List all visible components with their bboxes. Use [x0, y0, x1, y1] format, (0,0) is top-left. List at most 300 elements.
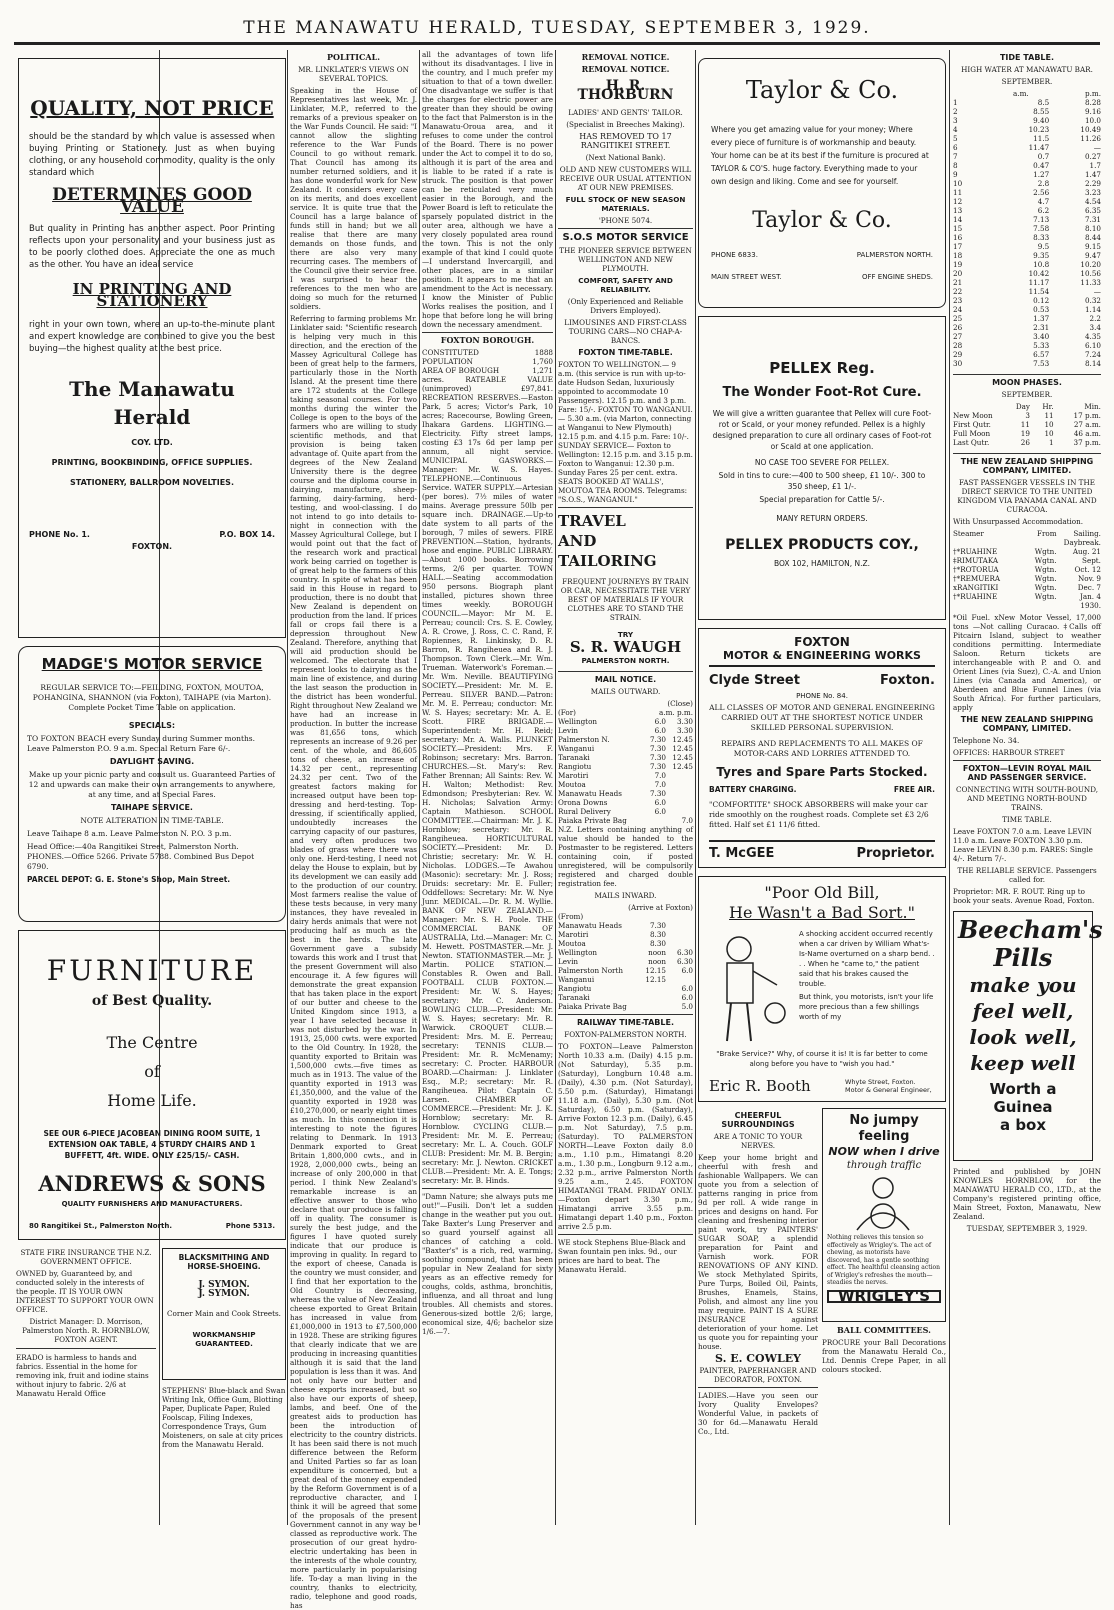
tide-row-cell: 17 [953, 242, 963, 251]
daylight-text: Make up your picnic party and consult us. Guaranteed Parties of 12 and upwards can make their own arrangements to anywhere, at any time, and at Special Fares. [28, 770, 276, 799]
thorburn-customers: OLD AND NEW CUSTOMERS WILL RECEIVE OUR USUAL ATTENTION AT OUR NEW PREMISES. [559, 165, 692, 192]
mail-out-row-cell: 7.30 [649, 789, 666, 798]
andrews-address: 80 Rangitikei St., Palmerston North. [29, 1222, 173, 1230]
madge-text: REGULAR SERVICE TO:—FEILDING, FOXTON, MOUTOA, POHANGINA, SHANNON (via Foxton), TAIHAPE (via Marton). Complete Pocket Time Table on application. [32, 683, 272, 712]
tide-row [953, 107, 1101, 116]
mail-in-row-cell [639, 1002, 666, 1011]
mail-in-row-cell: Marotiri [558, 930, 589, 939]
tide-row-cell: 4.54 [1084, 197, 1101, 206]
moon-row-cell: 10 [1044, 420, 1054, 429]
tyres-line: Tyres and Spare Parts Stocked. [716, 765, 928, 779]
blacksmith-title: BLACKSMITHING AND HORSE-SHOEING. [178, 1253, 270, 1271]
mail-out-row-cell [666, 789, 693, 798]
tide-row [953, 206, 1101, 215]
mail-out-row-cell: Manawatu Heads [558, 789, 622, 798]
mail-in-row-cell: Wanganui [558, 975, 595, 984]
tide-row-cell: 10.23 [1028, 125, 1050, 134]
beechams-2: Pills [993, 943, 1053, 972]
worth-1: Worth a [989, 1080, 1057, 1098]
jumpy-text: Nothing relieves this tension so effectively as Wrigley's. The act of chewing, as motorists have discovered, has a gentle soothing effect. The healthful cleansing action of Wrigley's refreshes the mouth—steadies the nerves. [827, 1234, 940, 1286]
tide-row-cell: 28 [953, 341, 963, 350]
mail-in-row [558, 939, 693, 948]
column-divider [419, 50, 420, 1525]
travel-line: TRAVEL [558, 512, 626, 530]
ship-row [953, 547, 1101, 556]
tide-row-cell: 8.44 [1084, 233, 1101, 242]
procure-text: PROCURE your Ball Decorations from the Manawatu Herald Co., Ltd. Dennis Crepe Paper, in all colours stocked. [822, 1338, 946, 1374]
masthead-rule [14, 42, 1100, 45]
levin-timetable: TIME TABLE. [1002, 815, 1052, 824]
taylor-ad [698, 58, 946, 308]
ship-row-cell: †*ROTORUA [953, 565, 999, 574]
tide-row [953, 332, 1101, 341]
symon-2: J. SYMON. [198, 1289, 250, 1299]
tide-row-cell: 6.35 [1084, 206, 1101, 215]
ship-row-cell: Wgtn. [1034, 556, 1057, 565]
ship-table [953, 529, 1101, 601]
mail-in-row [558, 930, 693, 939]
levin-reliable: THE RELIABLE SERVICE. Passengers called for. [957, 866, 1097, 884]
mail-in-row-cell: Paiaka Private Bag [558, 1002, 627, 1011]
ship-row-cell: Steamer [953, 529, 984, 538]
tide-row-cell: 5.33 [1033, 341, 1050, 350]
furniture-title: FURNITURE [46, 954, 258, 987]
thorburn-next: (Next National Bank). [585, 153, 666, 162]
corner-streets: Corner Main and Cook Streets. [167, 1309, 281, 1318]
comfortite-text: "COMFORTITE" SHOCK ABSORBERS will make your car ride smoothly on the roughest roads. Complete set £3 2/6 fitted. Half set £1 11/6 fitted. [709, 800, 929, 829]
mail-out-row-cell: 3.30 [676, 726, 693, 735]
centre-line: The Centre [106, 1033, 198, 1052]
tide-row-cell: 8.14 [1084, 359, 1101, 368]
mail-in-row-cell: Wellington [558, 948, 598, 957]
tide-row-cell: 8.5 [1037, 98, 1050, 107]
frequent-text: FREQUENT JOURNEYS BY TRAIN OR CAR, NECESSITATE THE VERY BEST OF MATERIALS IF YOUR CLOTHES ARE TO STAND THE STRAIN. [560, 577, 691, 622]
ship-row-cell: ‡RIMUTAKA [953, 556, 999, 565]
taylor-sheds: OFF ENGINE SHEDS. [861, 273, 933, 281]
tide-row-cell: 22 [953, 287, 963, 296]
sos-timetable-head: FOXTON TIME-TABLE. [578, 348, 673, 357]
district-manager: District Manager: D. Morrison, Palmerston North. R. HORNBLOW, FOXTON AGENT. [22, 1317, 150, 1344]
tide-row-cell: 10 [953, 179, 963, 188]
tide-row-cell: 6.57 [1033, 350, 1050, 359]
tide-row [953, 125, 1101, 134]
borough-stats [422, 348, 553, 375]
thorburn-removed: HAS REMOVED TO 17 RANGITIKEI STREET. [579, 132, 672, 150]
pellex-title: PELLEX Reg. [769, 359, 875, 377]
tide-row-cell: 7.24 [1084, 350, 1101, 359]
mail-out-row-cell: 7.0 [654, 780, 666, 789]
ship-row-cell: Wgtn. [1034, 565, 1057, 574]
mail-in-row-cell: 6.30 [676, 948, 693, 957]
borough-heading: FOXTON BOROUGH. [440, 335, 535, 345]
taylor-pn: PALMERSTON NORTH. [856, 251, 933, 259]
tide-row-cell: 10.56 [1080, 269, 1101, 278]
tide-row [953, 251, 1101, 260]
tide-row-cell: 7.31 [1084, 215, 1101, 224]
tide-row [953, 188, 1101, 197]
mail-out-row-cell [666, 771, 693, 780]
moon-row [953, 438, 1101, 447]
tide-row [953, 224, 1101, 233]
tide-row-cell: 13 [953, 206, 963, 215]
herald-printing-line: PRINTING, BOOKBINDING, OFFICE SUPPLIES. [51, 458, 253, 467]
mail-in-row [558, 993, 693, 1002]
tide-row-cell: 8.28 [1084, 98, 1101, 107]
symon-1: J. SYMON. [198, 1280, 250, 1290]
booth-ad [698, 876, 946, 1102]
political-heading: POLITICAL. [326, 52, 381, 62]
ship-row [953, 556, 1101, 565]
am-label: a.m. [659, 708, 675, 717]
pellex-special: Special preparation for Cattle 5/-. [759, 495, 885, 504]
best-quality: of Best Quality. [91, 993, 213, 1009]
tide-row-cell: 1.37 [1033, 314, 1050, 323]
pellex-products: PELLEX PRODUCTS COY., [725, 537, 919, 553]
levin-connecting: CONNECTING WITH SOUTH-BOUND, AND MEETING NORTH-BOUND TRAINS. [955, 785, 1099, 812]
determines-heading: DETERMINES GOOD VALUE [52, 185, 252, 217]
ship-row-cell: Wgtn. [1034, 583, 1057, 592]
tide-row [953, 314, 1101, 323]
ship-row [953, 538, 1101, 547]
tide-row [953, 260, 1101, 269]
poor-bill: "Poor Old Bill, [764, 883, 880, 902]
mail-in-row-cell: 6.0 [681, 984, 693, 993]
tide-row-cell: 4 [953, 125, 958, 134]
tide-row [953, 197, 1101, 206]
mail-out-row-cell: 6.0 [654, 798, 666, 807]
masthead [0, 0, 1114, 48]
mail-in-row [558, 948, 693, 957]
pellex-box: BOX 102, HAMILTON, N.Z. [773, 559, 871, 568]
tide-row-cell: 8.10 [1084, 224, 1101, 233]
tide-row [953, 161, 1101, 170]
booth-name: Eric R. Booth [709, 1077, 811, 1095]
worth-3: a box [999, 1116, 1047, 1134]
herald-foxton: FOXTON. [131, 542, 173, 551]
mail-in-row-cell: 6.30 [676, 957, 693, 966]
taihape-heading: TAIHAPE SERVICE. [111, 803, 193, 812]
tide-am: a.m. [1013, 89, 1029, 98]
mail-in-row-cell [639, 993, 666, 1002]
moon-row-cell: 3 [1025, 411, 1030, 420]
herald-printing-ad [18, 58, 286, 638]
tide-row-cell: 3.23 [1084, 188, 1101, 197]
cowley-col [698, 1108, 818, 1538]
furniture-ad [18, 930, 286, 1240]
pellex-wonder: The Wonder Foot-Rot Cure. [722, 385, 922, 400]
borough-stat-row-cell: CONSTITUTED [422, 348, 479, 357]
tide-row-cell: 11.54 [1028, 287, 1050, 296]
thorburn-name: H. R. THORBURN [577, 78, 674, 103]
tide-row-cell: 9.5 [1037, 242, 1050, 251]
ship-row [953, 574, 1101, 583]
and-line: AND [558, 532, 597, 550]
ship-row-cell: Nov. 9 [1078, 574, 1101, 583]
herald-stationery-line: STATIONERY, BALLROOM NOVELTIES. [70, 478, 234, 487]
mail-out-row-cell: Wanganui [558, 744, 595, 753]
clyde-street: Clyde Street [709, 673, 800, 688]
tide-september: SEPTEMBER. [1001, 77, 1053, 86]
mail-in-row-cell: 12.15 [645, 966, 666, 975]
tonic-line: ARE A TONIC TO YOUR NERVES. [713, 1132, 803, 1150]
moon-row [953, 402, 1101, 411]
removal-notice-1: REMOVAL NOTICE. [581, 52, 670, 62]
mail-out-row-cell: Orona Downs [558, 798, 608, 807]
mail-out-row [558, 726, 693, 735]
ship-row [953, 592, 1101, 601]
bad-sort: He Wasn't a Bad Sort." [729, 903, 915, 922]
booth-address: Whyte Street, Foxton. Motor & General Engineer, [845, 1078, 932, 1094]
mcgee-name: T. McGEE [709, 846, 775, 861]
printed-text: Printed and published by JOHN KNOWLES HORNBLOW, for the MANAWATU HERALD CO., LTD., at the Company's registered printing office, Main Street, Foxton, Manawatu, New Zealand. [953, 1167, 1101, 1221]
ship-year: 1930. [1080, 601, 1101, 610]
moon-row-cell: 27 a.m. [1073, 420, 1101, 429]
tide-row-cell: 1.14 [1084, 305, 1101, 314]
mail-out-row-cell: 3.30 [676, 717, 693, 726]
blacksmith-col [162, 1248, 286, 1538]
taylor-main: MAIN STREET WEST. [711, 273, 782, 281]
mail-out-row-cell: 12.45 [672, 753, 693, 762]
cowley-text: Keep your home bright and cheerful with fresh and fashionable Wallpapers. We can quote you from a selection of patterns ranging in price from 9d per roll. A wide range in prices and designs on hand. For cleaning and freshening interior paint work, try PAINTERS' SUGAR SOAP, a splendid preparation for Paint and Varnish work. FOR RENOVATIONS OF ANY KIND. We stock Methylated Spirits, Pure Turps, Boiled Oil, Paints, Brushes, Enamels, Stains, Polish, and almost any line you may require. PAINT IS A SURE INSURANCE against deterioration of your home. Let us quote you for repainting your house. [698, 1153, 818, 1351]
we-stock-text: WE stock Stephens Blue-Black and Swan fountain pen inks. 9d., our prices are hard to beat. The Manawatu Herald. [558, 1238, 686, 1274]
ship-row-cell: Sept. [1082, 556, 1101, 565]
tide-row [953, 98, 1101, 107]
tide-row-cell: — [1093, 287, 1101, 296]
tide-row [953, 359, 1101, 368]
tide-row-cell: 1.27 [1033, 170, 1050, 179]
tide-row [953, 305, 1101, 314]
shipping-offices: OFFICES: HARBOUR STREET [953, 748, 1065, 757]
mail-out-row-cell: 12.45 [672, 735, 693, 744]
tide-row-cell: 0.12 [1033, 296, 1050, 305]
tide-row-cell: — [1093, 143, 1101, 152]
taihape-text: Leave Taihape 8 a.m. Leave Palmerston N. P.O. 3 p.m. [27, 829, 232, 838]
tide-row-cell: 9.16 [1084, 107, 1101, 116]
tide-row-cell: 2 [953, 107, 958, 116]
mail-in-row-cell: noon [648, 948, 666, 957]
mail-in-row [558, 966, 693, 975]
ball-heading: BALL COMMITTEES. [837, 1325, 931, 1335]
madge-title: MADGE'S MOTOR SERVICE [41, 655, 263, 673]
ship-row-cell: Dec. 7 [1077, 583, 1101, 592]
foxton-motor-foxton: FOXTON [794, 635, 850, 649]
ship-row [953, 583, 1101, 592]
political-column [290, 50, 417, 1610]
tide-row-cell: 23 [953, 296, 963, 305]
tide-row-cell: 5 [953, 134, 958, 143]
stephens-text: STEPHENS' Blue-black and Swan Writing Ink, Office Gum, Blotting Paper, Duplicate Paper, Ruled Foolscap, Filing Indexes, Correspondence Trays, Gum Moisteners, on sale at city prices from the Manawatu Herald. [162, 1386, 286, 1449]
moon-row-cell: New Moon [953, 411, 993, 420]
mails-inward: MAILS INWARD. [594, 891, 657, 900]
tide-heading: TIDE TABLE. [999, 53, 1055, 62]
mail-out-row-cell: 7.30 [649, 753, 666, 762]
andrews-sub: QUALITY FURNISHERS AND MANUFACTURERS. [61, 1200, 243, 1208]
borough-stat-row-cell: 1,271 [532, 366, 553, 375]
moon-row-cell: 11 [1044, 411, 1054, 420]
mail-in-row-cell [666, 930, 693, 939]
tide-row-cell: 11.26 [1080, 134, 1101, 143]
beechams-make-2: feel well, [972, 999, 1074, 1023]
tide-row-cell: 7.13 [1033, 215, 1050, 224]
state-fire-text: OWNED by, Guaranteed by, and conducted solely in the interests of the people. IT IS YOUR OWN INTEREST TO SUPPORT YOUR OWN OFFICE. [16, 1269, 154, 1314]
borough-stat-row [422, 357, 553, 366]
pellex-text: We will give a written guarantee that Pellex will cure Foot-rot or Scald, or your money refunded. Pellex is a highly designed preparation to cure all ordinary cases of Foot-rot or Scald at one application. [712, 409, 932, 451]
moon-row-cell: 26 [1020, 438, 1030, 447]
tide-row-cell: 9.47 [1084, 251, 1101, 260]
mail-notice: MAIL NOTICE. [594, 675, 657, 684]
tide-row-cell: 8 [953, 161, 958, 170]
taylor-title: Taylor & Co. [745, 76, 899, 104]
pm-label: p.m. [677, 708, 693, 717]
tide-row-cell: 7.58 [1033, 224, 1050, 233]
tide-row-cell: 3 [953, 116, 958, 125]
phone-84: PHONE No. 84. [796, 692, 848, 700]
borough-stat-row [422, 348, 553, 357]
tide-row-cell: 0.32 [1084, 296, 1101, 305]
moon-row-cell: 37 p.m. [1073, 438, 1101, 447]
wrigleys-ad [822, 1108, 946, 1322]
mail-out-row-cell: Levin [558, 726, 579, 735]
column-divider [949, 50, 950, 1525]
railway-text: TO FOXTON—Leave Palmerston North 10.33 a.m. (Daily) 4.15 p.m. (Not Saturday), 5.35 p.m. (Saturday), Longburn 10.48 a.m. (Daily), 4.30 p.m. (Not Saturday), 5.50 p.m. (Saturday), Himatangi 11.18 a.m. (Daily), 5.30 p.m. (Not Saturday), 6.50 p.m. (Saturday), Arrive Foxton 12.3 p.m. (Daily), 6.45 p.m. Not Saturday), 7.5 p.m. (Saturday). TO PALMERSTON NORTH—Leave Foxton daily 8.0 a.m., 1.10 p.m., Himatangi 8.20 a.m., 1.30 p.m., Longburn 9.12 a.m., 2.32 p.m., arrive Palmerston North 9.25 a.m., 2.45. FOXTON HIMATANGI TRAM. FRIDAY ONLY.—Foxton depart 3.30 p.m., Himatangi arrive 3.55 p.m. Himatangi depart 1.40 p.m., Foxton arrive 2.5 p.m. [558, 1042, 693, 1231]
moon-row-cell: Min. [1084, 402, 1101, 411]
mail-out-row-cell: 7.30 [649, 762, 666, 771]
mail-out-row-cell: Marotiri [558, 771, 589, 780]
ship-row-cell: Wgtn. [1034, 547, 1057, 556]
foxton-motor-title: MOTOR & ENGINEERING WORKS [709, 649, 935, 667]
from-label: (From) [558, 912, 584, 921]
tide-table [953, 98, 1101, 368]
mail-out-row [558, 717, 693, 726]
tide-row-cell: 9.35 [1033, 251, 1050, 260]
beechams-1: Beecham's [958, 915, 1103, 944]
tide-row-cell: 1 [953, 98, 958, 107]
tide-row-cell: 6 [953, 143, 958, 152]
tide-row-cell: 6.2 [1037, 206, 1050, 215]
borough-stat-row-cell: 1888 [534, 348, 553, 357]
tide-row [953, 287, 1101, 296]
waugh-name: S. R. WAUGH [569, 638, 682, 656]
mail-out-row [558, 762, 693, 771]
political-continued: all the advantages of town life without its disadvantages. I live in the country, and I much prefer my situation to that of a town dweller. One disadvantage we suffer is that the charges for electric power are greater than they should be owing to the fact that Palmerston is in the Manawatu-Oroua area, and it refuses to come under the control of the Board. There is no power under the Act to compel it to do so, although it is part of the area and is liable to be rated if a rate is struck. The position is that power can be reticulated very much easier in the Borough, and the Power Board is left to reticulate the sparsely populated district in the outer area, although we have a very closely populated area round the town. This is not the only example of that kind I could quote—I understand Invercargill, and other places, are in a similar position. It appears to me that an amendment to the Act is necessary. I know the Minister of Public Works realises the position, and I hope that before long he will bring down the necessary amendment. [422, 50, 553, 329]
jacobean-text: SEE OUR 6-PIECE JACOBEAN DINING ROOM SUITE, 1 EXTENSION OAK TABLE, 4 STURDY CHAIRS AND 1 BUFFETT, 4ft. WIDE. ONLY £25/15/- CASH. [43, 1129, 261, 1160]
shipping-heading: THE NEW ZEALAND SHIPPING COMPANY, LIMITED. [960, 457, 1094, 475]
beechams-make-3: look well, [969, 1025, 1077, 1049]
tide-row-cell: 30 [953, 359, 963, 368]
ship-row-cell: †*RUAHINE [953, 592, 998, 601]
pellex-no-case: NO CASE TOO SEVERE FOR PELLEX. [754, 458, 890, 467]
mail-out-row [558, 780, 693, 789]
herald-name: The Manawatu Herald [69, 377, 235, 429]
tide-row [953, 242, 1101, 251]
tide-row-cell: 6.10 [1084, 341, 1101, 350]
pellex-many: MANY RETURN ORDERS. [776, 514, 868, 523]
mail-out-row [558, 771, 693, 780]
mail-out-row-cell: Moutoa [558, 780, 586, 789]
column-6 [953, 50, 1101, 1540]
ship-row-cell: Jan. 4 [1080, 592, 1101, 601]
tide-row-cell: 7 [953, 152, 958, 161]
specials-text: TO FOXTON BEACH every Sunday during Summer months. Leave Palmerston P.O. 9 a.m. Special Return Fare 6/-. [27, 734, 256, 753]
ladies-text: LADIES.—Have you seen our Ivory Quality Envelopes? Wonderful Value, in packets of 30 for 6d.—Manawatu Herald Co., Ltd. [698, 1391, 818, 1436]
column-divider [695, 50, 696, 1525]
tide-row [953, 296, 1101, 305]
borough-stat-row-cell: POPULATION [422, 357, 473, 366]
tide-row-cell: 11.17 [1028, 278, 1050, 287]
mail-in-row-cell [666, 939, 693, 948]
tide-row-cell: 9.15 [1084, 242, 1101, 251]
close-label: (Close) [667, 699, 693, 708]
moon-row-cell: 46 a.m. [1073, 429, 1101, 438]
mail-out-table [558, 717, 693, 825]
shipping-unsurpassed: With Unsurpassed Accommodation. [953, 517, 1084, 526]
moon-row-cell: Hr. [1042, 402, 1054, 411]
thorburn-tailor: LADIES' AND GENTS' TAILOR. [568, 108, 683, 117]
beechams-make-1: make you [969, 973, 1077, 997]
tide-row-cell: 3.40 [1033, 332, 1050, 341]
tide-row-cell: 27 [953, 332, 963, 341]
tide-row-cell: 0.27 [1084, 152, 1101, 161]
tide-row-cell: 10.49 [1080, 125, 1101, 134]
moon-row-cell [953, 402, 1003, 411]
tide-row [953, 116, 1101, 125]
tide-row [953, 134, 1101, 143]
ship-row-cell: xRANGITIKI [953, 583, 999, 592]
mail-out-row-cell [639, 816, 666, 825]
ship-row-cell: Wgtn. [1034, 574, 1057, 583]
driver-illustration-icon [827, 1172, 941, 1232]
shocking-text: A shocking accident occurred recently when a car driven by William What's-Is-Name overturned on a sharp bend. . . . When he "came to," the patient said that his brakes caused the trouble. [799, 930, 935, 988]
mail-in-row-cell: Moutoa [558, 939, 586, 948]
erado-text: ERADO is harmless to hands and fabrics. Essential in the home for removing ink, fruit and iodine stains without injury to fabric. 2/6 at Manawatu Herald Office [16, 1353, 149, 1398]
herald-coy: COY. LTD. [131, 438, 173, 447]
mail-out-row-cell: 7.30 [649, 744, 666, 753]
jumpy-1: No jumpy feeling [849, 1113, 919, 1144]
quality-heading: QUALITY, NOT PRICE [30, 96, 274, 120]
mail-out-row-cell: Paiaka Private Bag [558, 816, 627, 825]
moon-row-cell: Full Moon [953, 429, 991, 438]
borough-text: acres. RATEABLE VALUE (unimproved) £97,841. RECREATION RESERVES.—Easton Park, 5 acres; Victor's Park, 10 acres; Racecourse, Bowling Green, Ihakara Gardens. LIGHTING.—Electricity. Fifty street lamps, costing £3 17s 6d per lamp per annum, all night service. MUNICIPAL GASWORKS.—Manager: Mr. W. S. Hayes. TELEPHONE.—Continuous Service. WATER SUPPLY.—Artesian (per bores). 7½ miles of water mains. Average pressure 50lb per square inch. DRAINAGE.—Up-to date system to all parts of the borough, 7 miles of sewers. FIRE PREVENTION.—Station, hydrants, hose and engine. PUBLIC LIBRARY.—About 1000 books. Borrowing terms, 2/6 per quarter. TOWN HALL.—Seating accommodation 950 persons. Biograph plant installed, pictures shown three times weekly. BOROUGH COUNCIL.—Mayor: Mr M. E. Perreau; council: Crs. S. E. Cowley, A. R. Crowe, J. Ross, C. C. Rand, F. Ropiennes, R. Linkinsky, D. R. Barron, R. Rangiheuea and R. J. Thompson. Town Clerk.—Mr. Wm. Trueman. Waterwork's Foreman.—Mr. Wm. Neville. BEAUTIFYING SOCIETY.—President: Mr. M. E. Perreau. SILVER BAND.—Patron: Mr. M. E. Perreau; conductor: Mr. W. S. Hayes; secretary: Mr. A. E. Scott. FIRE BRIGADE.—Superintendent: Mr. H. Reid; secretary: Mr. A. Walls. PLUNKET SOCIETY.—President: Mrs. F. Robinson; secretary: Mrs. Barron. CHURCHES.—St. Mary's: Rev. Father Brennan; All Saints: Rev. W. H. Walton; Methodist: Rev. Edmondson; Presbyterian: Rev. W. H. Nicholas; Salvation Army: Captain Mathieson. SCHOOL COMMITTEE.—Chairman: Mr. J. K. Hornblow; secretary: Mr. R. Rangiheuea. HORTICULTURAL SOCIETY.—President: Mr. D. Christie; secretary: Mr. W. H. Nicholas. LODGES.—Te Awahou (Masonic): secretary: Mr. J. Ross; Druids: secretary: Mr. E. Fuller; Oddfellows: Secretary: Mr. W. Nye Junr. MEDICAL.—Dr. R. M. Wyllie. BANK OF NEW ZEALAND.—Manager: Mr. S. H. Poole. THE COMMERCIAL BANK OF AUSTRALIA, Ltd.—Manager: Mr. C. M. Hewett. POSTMASTER.—Mr. J. Newton. STATIONMASTER.—Mr. J. Martin. POLICE STATION.—Constables R. Owen and Ball. FOOTBALL CLUB FOXTON.—President: Mr. W. S. Hayes; secretary: Mr. C. Anderson. BOWLING CLUB.—President: Mr. W. S. Hayes; secretary: Mr. R. Warwick. CROQUET CLUB.—President: Mrs. M. E. Perreau; secretary: TENNIS CLUB.—President: Mr. R. McMenamy; secretary: C. Procter. HARBOUR BOARD.—Chairman: J. Linklater Esq., M.P.; secretary: Mr. R. Rangiheuea. Pilot: Captain C. Larsen. CHAMBER OF COMMERCE.—President: Mr. J. K. Hornblow; secretary: Mr. R. Hornblow. CYCLING CLUB.—President: Mr. M. E. Perreau; secretary: Mr. L. A. Couch. GOLF CLUB: President: Mr. M. B. Bergin; secretary: Mr. J. Newton. CRICKET CLUB.—President: Mr. A. E. Tongs; secretary: Mr. B. Hinds. [422, 375, 553, 1185]
tide-row-cell: 2.2 [1089, 314, 1101, 323]
ship-row [953, 565, 1101, 574]
print-date: TUESDAY, SEPTEMBER 3, 1929. [966, 1224, 1088, 1233]
think-text: But think, you motorists, isn't your life more precious than a few shillings worth of my [799, 993, 934, 1021]
mail-out-row-cell [666, 798, 693, 807]
mail-out-row-cell: 12.45 [672, 744, 693, 753]
mail-out-row [558, 798, 693, 807]
ship-row-cell: From [1037, 529, 1057, 538]
ship-row-cell: †*REMUERA [953, 574, 1001, 583]
shipping-heading-2: THE NEW ZEALAND SHIPPING COMPANY, LIMITED. [960, 715, 1094, 733]
tide-row-cell: 4.35 [1084, 332, 1101, 341]
borough-stat-row [422, 366, 553, 375]
ship-row [953, 529, 1101, 538]
mail-in-row [558, 957, 693, 966]
sos-title: S.O.S MOTOR SERVICE [562, 232, 689, 243]
mcgee-proprietor: Proprietor. [856, 846, 935, 861]
tide-row [953, 341, 1101, 350]
tide-row-cell: 2.29 [1084, 179, 1101, 188]
ship-row-cell: Aug. 21 [1072, 547, 1101, 556]
mail-out-row-cell: Taranaki [558, 753, 590, 762]
mail-in-row-cell: Taranaki [558, 993, 590, 1002]
sos-comfort: COMFORT, SAFETY AND RELIABILITY. [578, 276, 673, 294]
moon-row-cell: 10 [1044, 429, 1054, 438]
taylor-text: Where you get amazing value for your money; Where every piece of furniture is of workmanship and beauty. Your home can be at its best if the furniture is procured at TAYLOR & CO'S. huge factory. Everything made to your own design and liking. Come and see for yourself. [711, 125, 929, 186]
taylor-title-2: Taylor & Co. [752, 208, 892, 233]
baxters-ad: "Damn Nature; she always puts me out!"—Fusili. Don't let a sudden change in the weather put you out. Take Baxter's Lung Preserver and so guard yourself against all chances of catching a cold. "Baxter's" is a rich, red, warming, soothing compound, that has been popular in New Zealand for sixty years as an effective remedy for coughs, colds, asthma, bronchitis, influenza, and all throat and lung troubles. All chemists and stores. Generous-sized bottle 2/6; large, economical size, 4/6; bachelor size 1/6.—7. [422, 1192, 553, 1336]
wrigleys-logo: WRIGLEY'S [827, 1290, 941, 1303]
